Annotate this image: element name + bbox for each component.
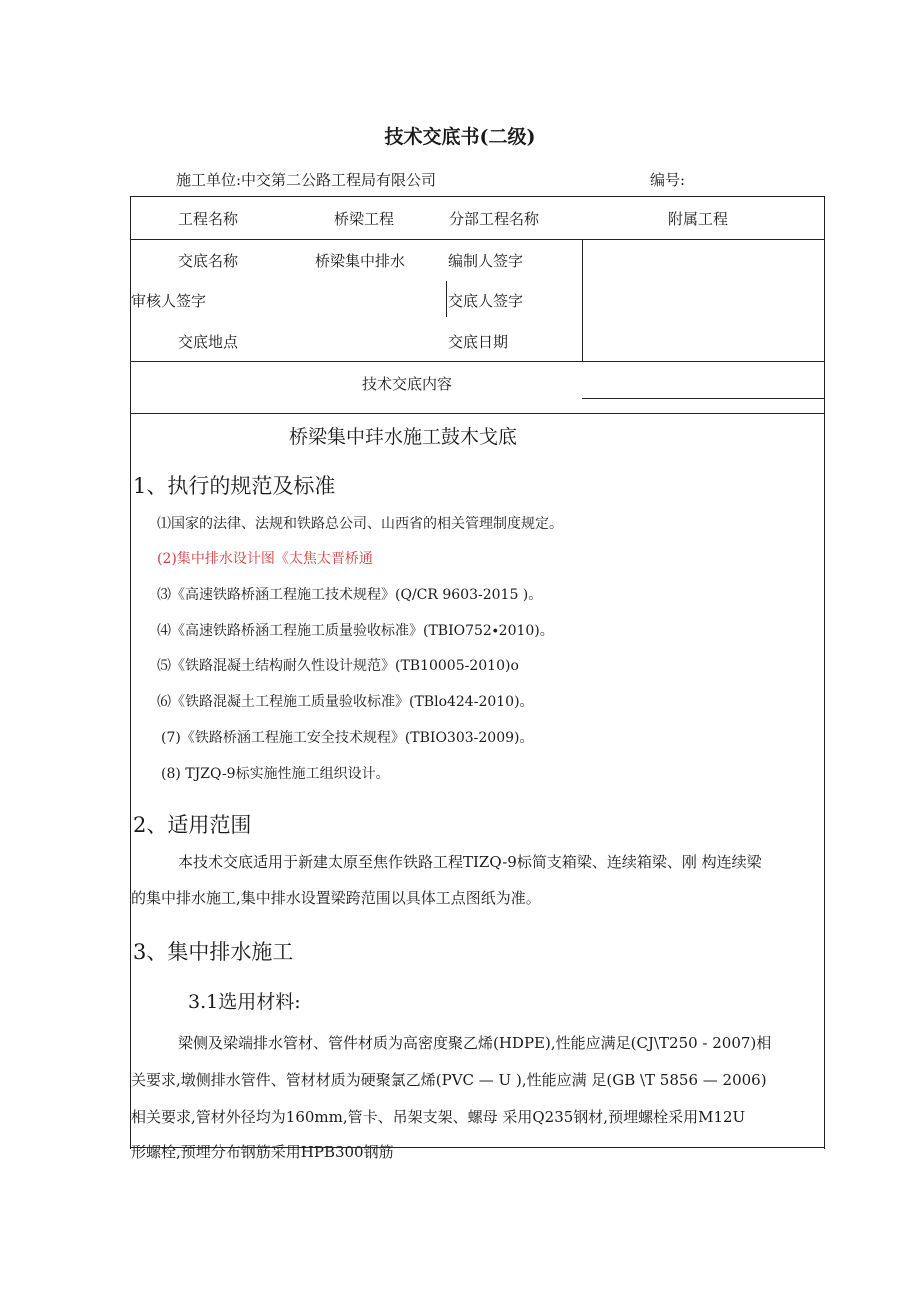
paragraph-line: 梁侧及梁端排水管材、管件材质为高密度聚乙烯(HDPE),性能应满足(CJ\T250 - 2007)相 [178,1034,772,1052]
table-rule [131,239,824,240]
sub-project-label: 分部工程名称 [449,210,540,228]
sub-project-value: 附属工程 [668,210,729,228]
date-label: 交底日期 [448,333,509,351]
reviewer-sign-label: 审核人签字 [131,292,207,310]
content-header: 技术交底内容 [362,375,453,393]
standard-item: ⑸《铁路混凝土结构耐久性设计规范》(TB10005-2010)o [157,658,519,674]
paragraph-line: 的集中排水施工,集中排水设置梁跨范围以具体工点图纸为准。 [131,889,541,907]
table-rule [446,281,447,317]
standard-item: (7)《铁路桥涵工程施工安全技术规程》(TBIO303-2009)。 [161,730,534,746]
standard-item: ⑷《高速铁路桥涵工程施工质量验收标准》(TBIO752∙2010)。 [157,623,554,639]
discloser-sign-label: 交底人签字 [448,292,524,310]
project-name-value: 桥梁工程 [334,210,395,228]
standard-item: (8) TJZQ-9标实施性施工组织设计。 [161,766,390,782]
section-2-title: 2、适用范围 [133,813,252,837]
section-3-1-title: 3.1选用材料: [188,991,301,1013]
disclosure-name-value: 桥梁集中排水 [315,252,406,270]
construction-unit: 施工单位:中交第二公路工程局有限公司 [176,171,437,189]
section-1-title: 1、执行的规范及标准 [133,474,336,498]
standard-item: ⑹《铁路混凝土工程施工质量验收标准》(TBlo424-2010)。 [157,694,534,710]
table-rule [131,361,824,362]
disclosure-name-label: 交底名称 [178,252,239,270]
paragraph-line: 关要求,墩侧排水管件、管材材质为硬聚氯乙烯(PVC — U ),性能应满 足(GB \T 5856 — 2006) [131,1071,767,1089]
project-name-label: 工程名称 [178,210,239,228]
table-rule [131,413,824,414]
table-bottom-rule [130,1147,825,1148]
standard-item: (2)集中排水设计图《太焦太晋桥通 [157,551,373,567]
paragraph-line: 本技术交底适用于新建太原至焦作铁路工程TIZQ-9标简支箱梁、连续箱梁、刚 构连续梁 [178,853,762,871]
paragraph-line: 相关要求,管材外径均为160mm,管卡、吊架支架、螺母 采用Q235钢材,预埋螺栓采用M12U [131,1108,746,1126]
document-title: 技术交底书(二级) [384,126,536,148]
paragraph-line: 形螺栓,预埋分布钢筋采用HPB300钢筋 [131,1143,394,1161]
author-sign-label: 编制人签字 [448,252,524,270]
content-heading: 桥梁集中玤水施工鼓木戈底 [289,426,518,448]
standard-item: ⑴国家的法律、法规和铁路总公司、山西省的相关管理制度规定。 [157,516,563,532]
table-rule [582,239,583,361]
standard-item: ⑶《高速铁路桥涵工程施工技术规程》(Q/CR 9603-2015 )。 [157,587,543,603]
table-rule [582,398,824,399]
disclosure-table [130,196,825,1161]
section-3-title: 3、集中排水施工 [133,940,294,964]
document-number-label: 编号: [650,171,686,189]
location-label: 交底地点 [178,333,239,351]
